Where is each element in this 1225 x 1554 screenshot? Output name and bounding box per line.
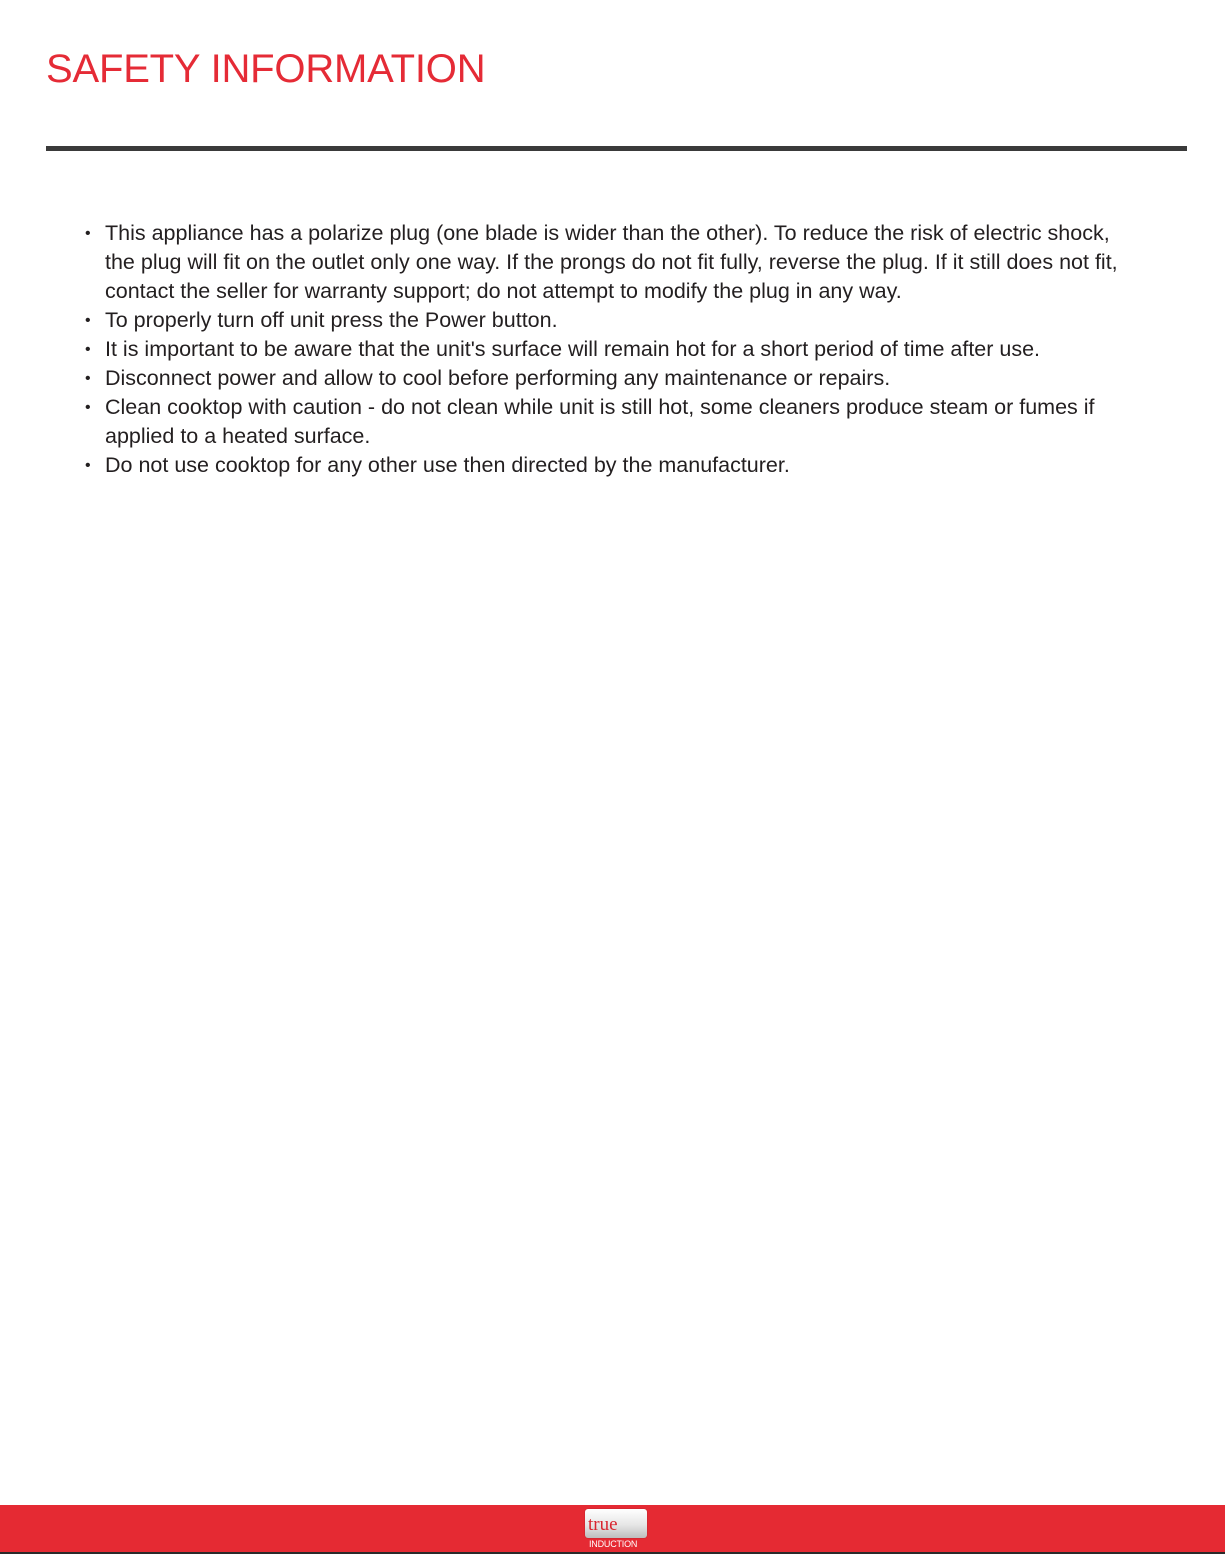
footer-bar (0, 1505, 1225, 1554)
list-item (85, 364, 1145, 393)
list-item-text: Clean cooktop with caution - do not clean while unit is still hot, some cleaners produce steam or fumes if applied to a heated surface. (105, 395, 1095, 448)
safety-list (85, 219, 1145, 480)
list-item-text: It is important to be aware that the unit's surface will remain hot for a short period of time after use. (105, 337, 1041, 361)
page-title: SAFETY INFORMATION (46, 47, 486, 91)
bullet-icon: • (85, 312, 91, 329)
list-item (85, 306, 1145, 335)
bullet-icon: • (85, 225, 91, 242)
list-item-text: This appliance has a polarize plug (one blade is wider than the other). To reduce the risk of electric shock, the plug will fit on the outlet only one way. If the prongs do not fit fully, reverse the plug. If it still does not fit, contact the seller for warranty support; do not attempt to modify the plug in any way. (105, 221, 1118, 303)
logo-wordmark: true (588, 1514, 618, 1535)
list-item-text: Do not use cooktop for any other use then directed by the manufacturer. (105, 453, 790, 477)
list-item (85, 335, 1145, 364)
title-divider (46, 146, 1187, 151)
bullet-icon: • (85, 457, 91, 474)
logo-badge (585, 1509, 647, 1538)
list-item (85, 219, 1145, 306)
list-item (85, 451, 1145, 480)
list-item (85, 393, 1145, 451)
logo-subtitle: INDUCTION (589, 1539, 638, 1549)
list-item-text: Disconnect power and allow to cool before performing any maintenance or repairs. (105, 366, 891, 390)
bullet-icon: • (85, 399, 91, 416)
bullet-icon: • (85, 370, 91, 387)
list-item-text: To properly turn off unit press the Power button. (105, 308, 558, 332)
bullet-icon: • (85, 341, 91, 358)
brand-logo (585, 1509, 647, 1551)
